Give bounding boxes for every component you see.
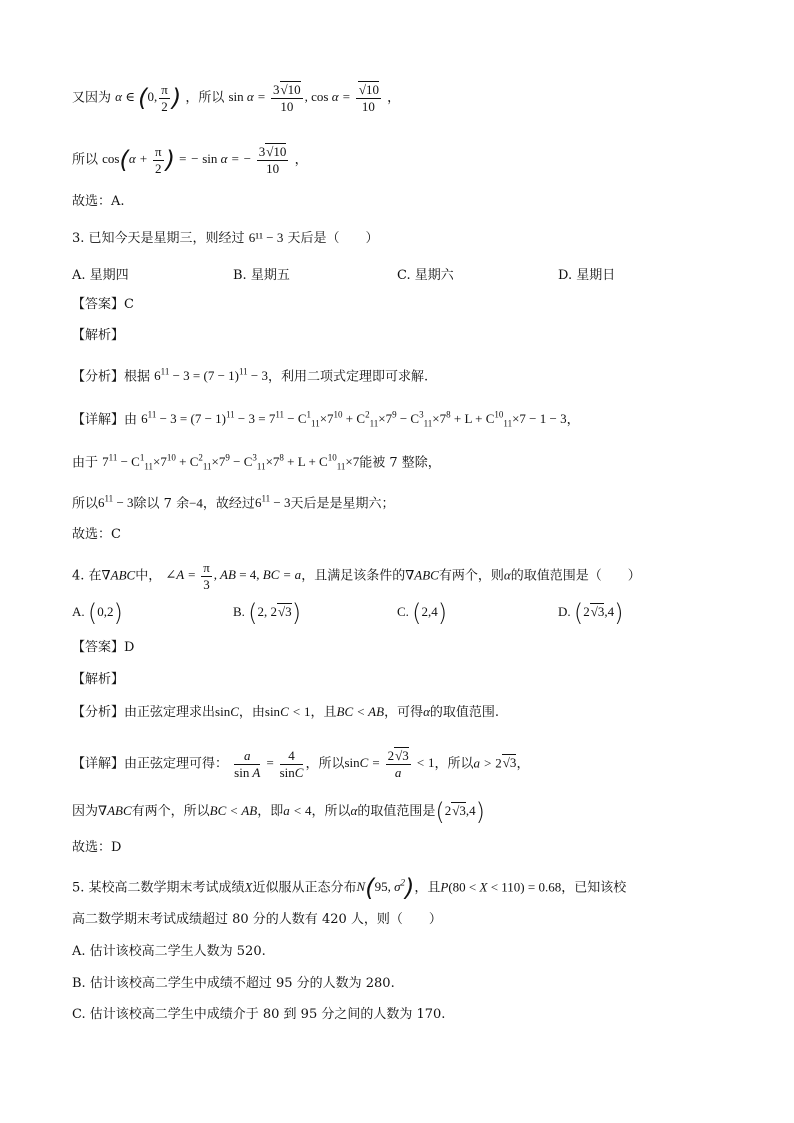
answer-value: C [124,297,134,312]
option-c: C. 星期六 [397,268,454,283]
youyu-line [72,448,441,477]
choose-line: 故选：A. [72,194,125,209]
text: 的取值范围. [429,705,500,720]
text: 由 [124,412,138,428]
formula: BC < AB [336,704,385,719]
formula: α [350,803,358,818]
formula: P(80 < X < 110) = 0.68 [440,879,562,895]
text: ，所以 [185,90,225,106]
text: 根据 [124,369,151,385]
option-b: B. 星期五 [233,268,290,283]
question-4 [72,560,641,593]
formula: α [503,567,511,583]
text: ， [294,152,308,168]
text: ，即 [257,804,284,819]
text: ，且 [310,705,337,720]
analysis-label: 【解析】 [72,328,125,343]
text: 由正弦定理可得： [124,756,229,772]
fenxi-label: 【分析】 [72,705,125,720]
formula: −4 [189,495,203,511]
text: ，由 [238,705,265,720]
text: 有两个，所以 [131,804,210,819]
formula-cos-shift: cos(α + $\frac{\pi}{2}$ ) = − sin α = − $\frac{3√10}{10}$ [102,144,287,176]
text: ，已知该校 [561,880,627,896]
formula: $6^{11} - 3 = (7 - 1)^{11} - 3$ [154,367,269,384]
option-b: B. 估计该校高二学生中成绩不超过 95 分的人数为 280. [72,976,395,991]
choose-line: 故选：C [72,527,121,542]
formula: sinC = $\frac{2√3}{a}$ < 1 [344,748,435,780]
text: 天后是（ ） [287,231,379,246]
text: ， [387,90,401,106]
text: 天后是是星期六； [290,496,395,512]
text: 能被 7 整除， [359,455,441,471]
fenxi-line [72,702,499,723]
text: 除以 7 余 [133,496,190,512]
formula-alpha-interval: α ∈ (0, $\frac{\pi}{2}$ ) [115,82,182,114]
question-5-line-2: 高二数学期末考试成绩超过 80 分的人数有 420 人，则（ ） [72,912,442,927]
answer-line [72,295,134,315]
xiangjie-line [72,748,529,781]
text: ，所以 [305,756,345,772]
text: ，故经过 [202,496,255,512]
formula: N(95, $\sigma^2$) [356,874,415,903]
text: ， [516,756,530,772]
xiangjie-label: 【详解】 [72,756,125,772]
option-b: B. (2, 2√3) [233,599,302,628]
option-c: C. (2,4) [397,599,448,628]
text: ，利用二项式定理即可求解. [268,369,429,385]
formula-binomial: $6^{11} - 3 = (7 - 1)^{11} - 3 = 7^{11} - C^1_{11}\times 7^{10} + C^2_{11}\times 7^9 - C^3_{11}\times 7^8 + L + C^{10}_{11}\times 7 - 1 - 3$ [141,410,567,429]
formula: sinC < 1 [264,704,311,719]
solution-line-2 [72,144,308,177]
formula: ∇ABC [101,567,136,583]
solution-line-1 [72,82,400,115]
text: 的取值范围是（ ） [510,568,641,584]
text: 又因为 [72,90,112,106]
text: 有两个，则 [438,568,504,584]
text: 5. 某校高二数学期末考试成绩 [72,880,245,896]
formula: $7^{11} - C^1_{11}\times 7^{10} + C^2_{11}\times 7^9 - C^3_{11}\times 7^8 + L + C^{10}_{11}\times 7$ [102,453,360,472]
text: ，可得 [384,705,424,720]
text: 的取值范围是 [357,804,436,819]
text: ，所以 [311,804,351,819]
answer-line [72,638,134,658]
option-a: A. 估计该校高二学生人数为 520. [72,944,266,959]
formula: $6^{11} - 3$ [254,494,291,511]
xiangjie-label: 【详解】 [72,412,125,428]
text: ，且 [414,880,441,896]
text: ，所以 [434,756,474,772]
option-c: C. 估计该校高二学生中成绩介于 80 到 95 分之间的人数为 170. [72,1007,446,1022]
text: ，且满足该条件的 [301,568,406,584]
suoyi-line [72,489,394,514]
text: 中， [135,568,162,584]
xiangjie-line [72,405,580,434]
text: 由正弦定理求出 [124,705,216,720]
text: 由于 [72,455,99,471]
formula: BC < AB [209,803,258,818]
fenxi-label: 【分析】 [72,369,125,385]
yinwei-line [72,798,485,827]
formula: sinC [215,704,239,719]
answer-label: 【答案】 [72,640,125,655]
text: 4. 在 [72,568,102,584]
formula-sine-law: $\frac{a}{\text{sin A}}$ = $\frac{4}{\sin C}$ [234,748,304,780]
option-d: D. (2√3,4) [558,599,624,628]
formula: (2√3,4) [435,798,485,827]
option-a: A. 星期四 [72,268,129,283]
answer-value: D [124,640,135,655]
formula: ∇ABC [405,567,439,583]
formula: a < 4 [283,803,312,818]
choose-line: 故选：D [72,840,122,855]
formula: ∇ABC [98,803,132,818]
text: 所以 [72,152,99,168]
text: 3. 已知今天是星期三，则经过 [72,231,245,246]
text: 近似服从正态分布 [252,880,357,896]
formula: X [244,879,253,895]
formula: $6^{11} - 3$ [98,494,134,511]
fenxi-line [72,362,428,387]
option-a: A. (0,2) [72,599,123,628]
question-3 [72,228,378,249]
text: 所以 [72,496,99,512]
formula: α [423,704,430,719]
option-d: D. 星期日 [558,268,616,283]
question-5 [72,873,627,903]
text: ， [566,412,580,428]
formula-sin-cos: sin α = $\frac{3√10}{10}$ , cos α = $\frac{√10}{10}$ [228,82,379,114]
formula: ∠A = $\frac{\pi}{3}$ , AB = 4, BC = a [165,560,302,592]
answer-label: 【答案】 [72,297,125,312]
text: 因为 [72,804,99,819]
analysis-label: 【解析】 [72,672,125,687]
formula: 6¹¹ − 3 [248,230,284,245]
formula: a > 2√3 [473,755,517,771]
